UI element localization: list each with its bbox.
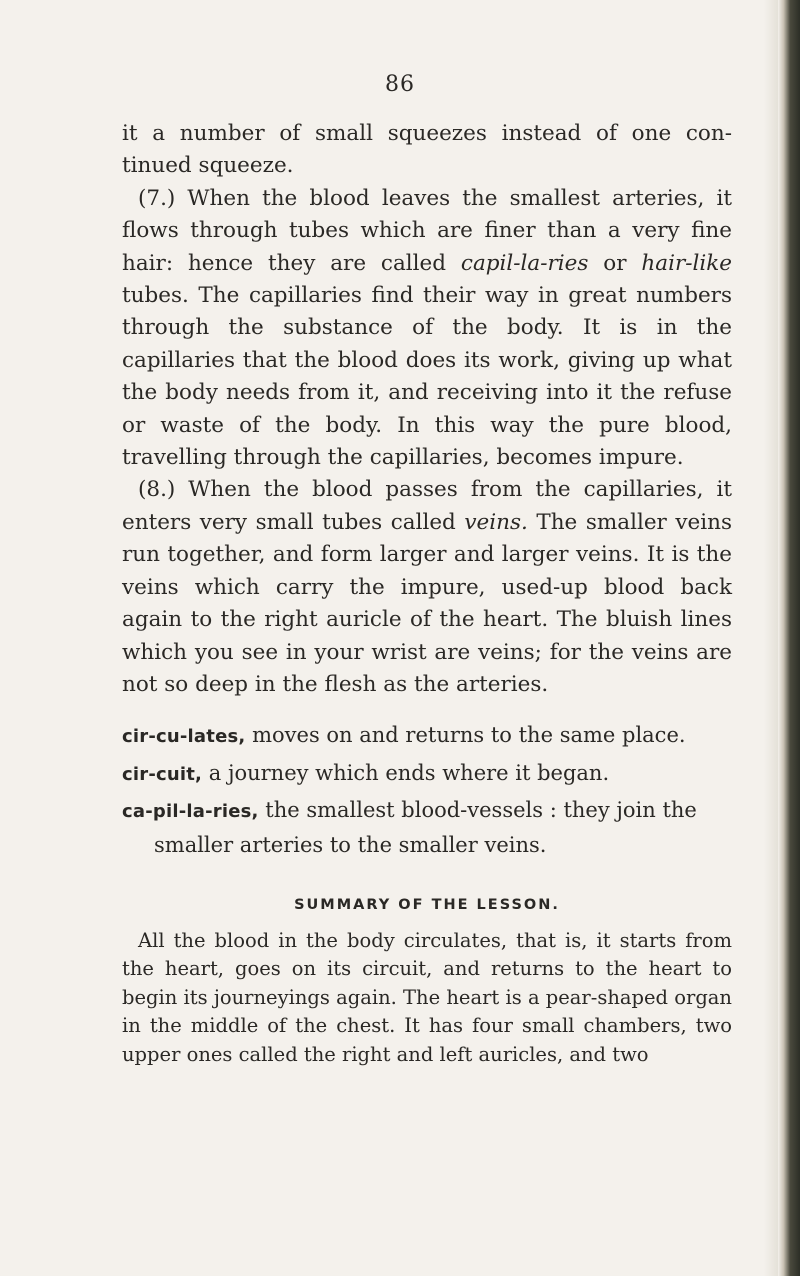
glossary-term: ca-pil-la-ries, <box>122 801 259 823</box>
summary-text: All the blood in the body circulates, that is, it starts from the heart, goes on its circuit, and returns to the heart to begin its journeyings again. The heart is a pear-shaped organ in the middle of the chest. It has four small chambers, two upper ones called the right and left auricles, and two <box>122 928 732 1066</box>
term-capillaries: capil-la-ries <box>460 250 589 276</box>
term-veins: veins. <box>464 509 528 535</box>
paragraph-8-text-a: (8.) When the blood passes from the capillaries, it enters very small tubes called <box>122 477 732 535</box>
glossary-entry <box>122 719 732 753</box>
page-content <box>122 118 732 1089</box>
glossary-entry <box>122 757 732 791</box>
paragraph-8-text-b: The smaller veins run together, and form larger and larger veins. It is the veins which carry the impure, used-up blood back again to the right auricle of the heart. The bluish lines which you see in your wrist are veins; for the veins are not so deep in the flesh as the arteries. <box>122 509 732 697</box>
page-binding-edge <box>778 0 800 1276</box>
paragraph-continuation: it a number of small squeezes instead of one con- tinued squeeze. <box>122 121 732 179</box>
paragraph-7-text-a: (7.) When the blood leaves the smallest arteries, it flows through tubes which are finer than a very fine hair: hence they are called <box>122 185 732 276</box>
summary-heading: SUMMARY OF THE LESSON. <box>294 896 560 913</box>
paragraph-7 <box>122 183 732 475</box>
glossary-definition: moves on and returns to the same place. <box>245 723 686 748</box>
glossary-entry <box>122 794 732 861</box>
glossary-definition: the smallest blood-vessels : they join the smaller arteries to the smaller veins. <box>154 798 697 857</box>
glossary <box>122 719 732 861</box>
page-number: 86 <box>385 72 415 97</box>
paragraph-7-text-c: tubes. The capillaries find their way in great numbers through the substance of the body. It is in the capillaries that the blood does its work, giving up what the body needs from it, and receiving into it the refuse or waste of the body. In this way the pure blood, travelling through the capillaries, becomes impure. <box>122 283 732 471</box>
glossary-term: cir-cuit, <box>122 763 203 785</box>
glossary-term: cir-cu-lates, <box>122 726 246 748</box>
paragraph-8 <box>122 474 732 701</box>
glossary-definition: a journey which ends where it began. <box>202 760 610 785</box>
paragraph-7-text-b: or <box>588 250 642 276</box>
page-edge-shadow <box>764 0 778 1276</box>
term-hair-like: hair-like <box>641 250 732 276</box>
